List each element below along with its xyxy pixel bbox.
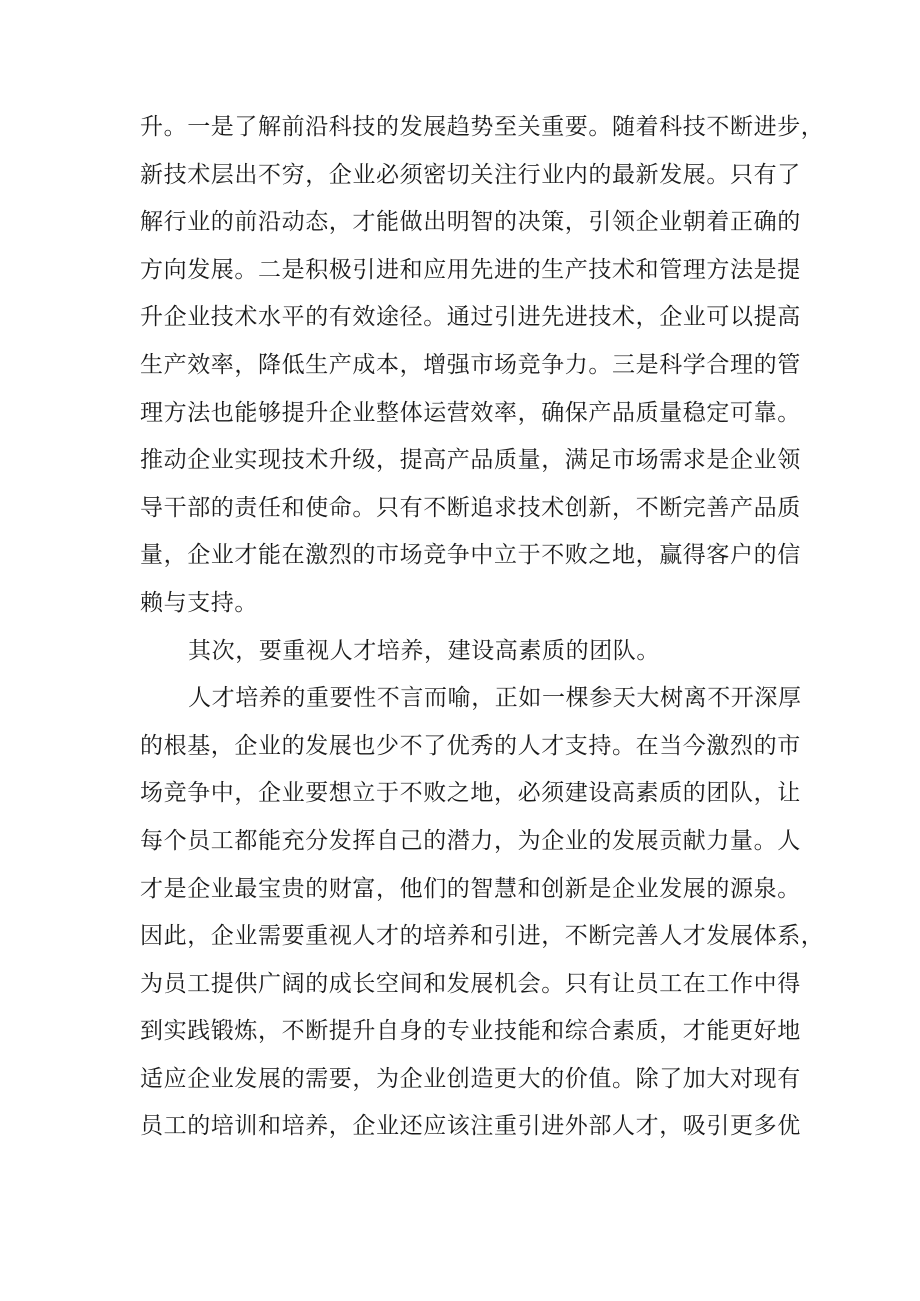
section-heading: 其次，要重视人才培养，建设高素质的团队。 — [188, 637, 660, 664]
text-line: 升企业技术水平的有效途径。通过引进先进技术，企业可以提高 — [140, 304, 801, 331]
text-line: 因此，企业需要重视人才的培养和引进，不断完善人才发展体系， — [140, 923, 825, 950]
text-line: 的根基，企业的发展也少不了优秀的人才支持。在当今激烈的市 — [140, 732, 801, 759]
text-line: 适应企业发展的需要，为企业创造更大的价值。除了加大对现有 — [140, 1065, 801, 1092]
text-line: 量，企业才能在激烈的市场竞争中立于不败之地，赢得客户的信 — [140, 542, 801, 569]
text-line: 人才培养的重要性不言而喻，正如一棵参天大树离不开深厚 — [188, 685, 802, 712]
text-line: 推动企业实现技术升级，提高产品质量，满足市场需求是企业领 — [140, 447, 801, 474]
text-line: 到实践锻炼，不断提升自身的专业技能和综合素质，才能更好地 — [140, 1018, 801, 1045]
text-line: 赖与支持。 — [140, 589, 258, 616]
text-line: 为员工提供广阔的成长空间和发展机会。只有让员工在工作中得 — [140, 970, 801, 997]
text-line: 升。一是了解前沿科技的发展趋势至关重要。随着科技不断进步， — [140, 114, 825, 140]
text-line: 才是企业最宝贵的财富，他们的智慧和创新是企业发展的源泉。 — [140, 875, 801, 902]
text-line: 场竞争中，企业要想立于不败之地，必须建设高素质的团队，让 — [140, 780, 801, 807]
text-line: 新技术层出不穷，企业必须密切关注行业内的最新发展。只有了 — [140, 161, 801, 188]
text-line: 方向发展。二是积极引进和应用先进的生产技术和管理方法是提 — [140, 256, 801, 283]
text-line: 生产效率，降低生产成本，增强市场竞争力。三是科学合理的管 — [140, 351, 801, 378]
text-line: 解行业的前沿动态，才能做出明智的决策，引领企业朝着正确的 — [140, 209, 801, 236]
text-line: 员工的培训和培养，企业还应该注重引进外部人才，吸引更多优 — [140, 1113, 801, 1140]
text-line: 导干部的责任和使命。只有不断追求技术创新，不断完善产品质 — [140, 494, 801, 521]
document-body — [140, 104, 825, 1151]
text-line: 理方法也能够提升企业整体运营效率，确保产品质量稳定可靠。 — [140, 399, 801, 426]
text-line: 每个员工都能充分发挥自己的潜力，为企业的发展贡献力量。人 — [140, 827, 801, 854]
